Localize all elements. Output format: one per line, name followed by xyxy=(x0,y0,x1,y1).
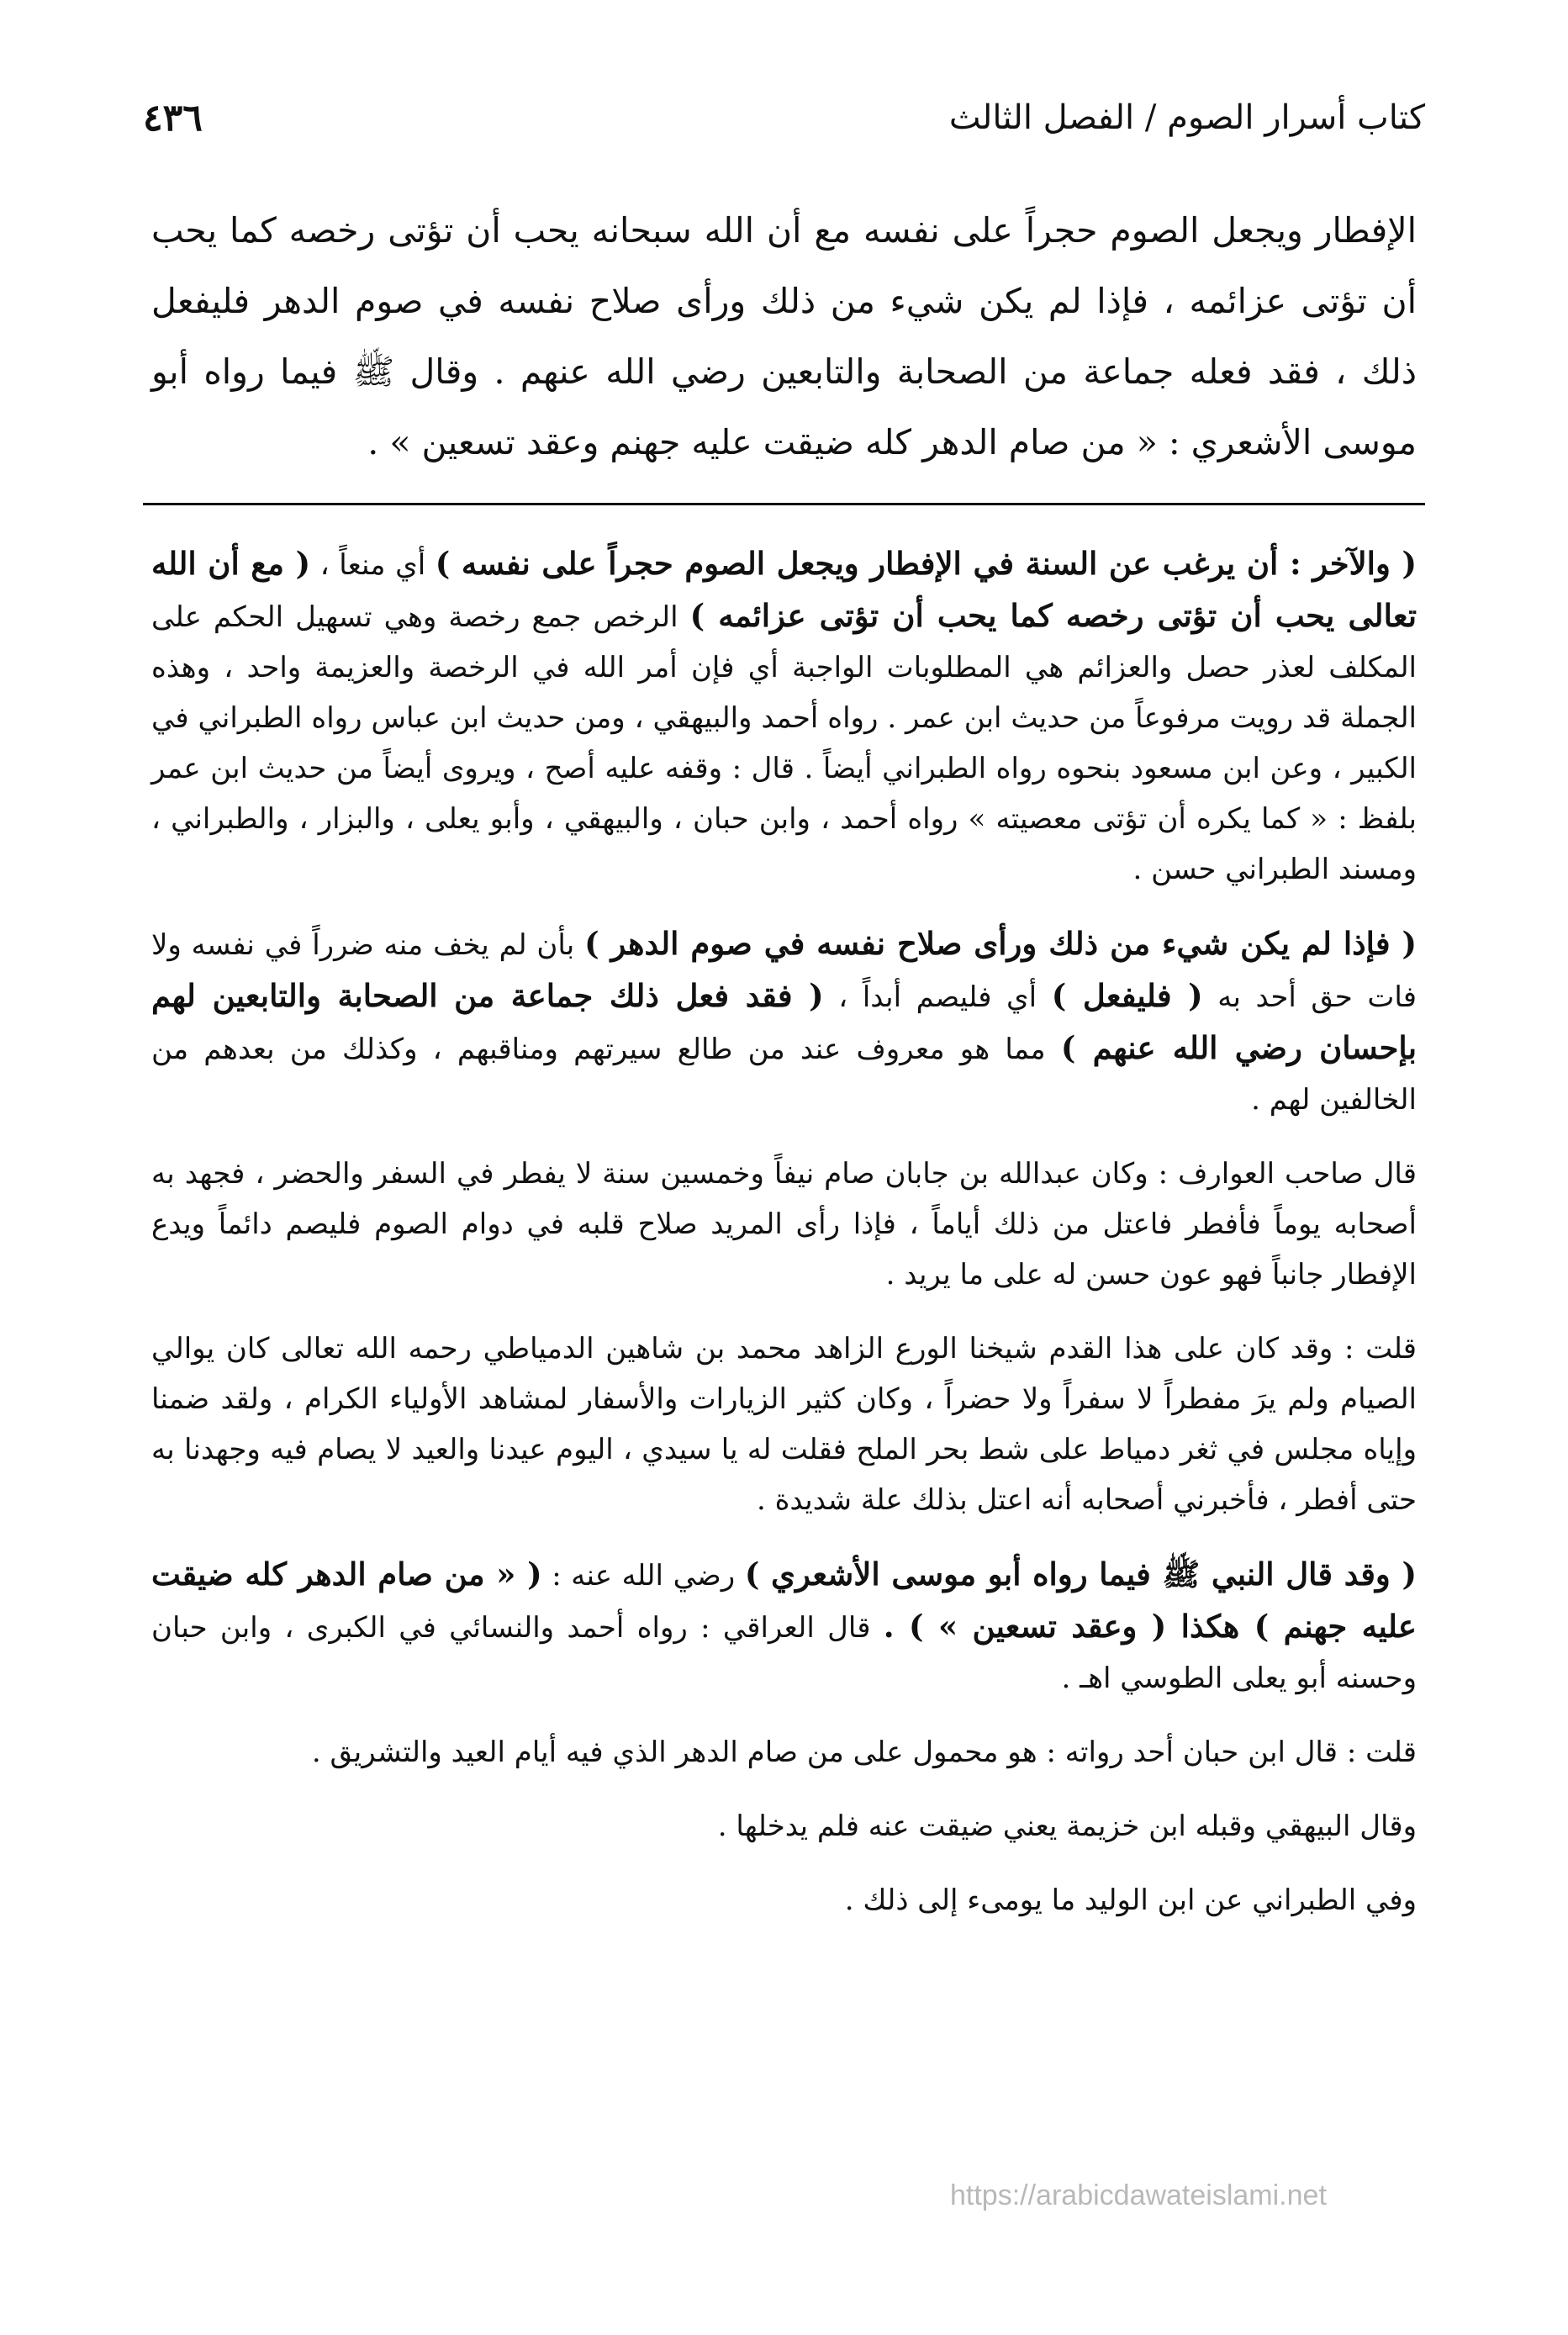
explanation-text: رضي الله عنه : xyxy=(541,1559,745,1593)
running-title: كتاب أسرار الصوم / الفصل الثالث xyxy=(948,98,1425,137)
commentary-paragraph-7 xyxy=(151,1801,1417,1852)
quoted-text: ( مع أن الله تعالى يحب أن تؤتى رخصه كما يحب أن تؤتى عزائمه ) xyxy=(151,545,1418,634)
quoted-text: ( والآخر : أن يرغب عن السنة في الإفطار ويجعل الصوم حجراً على نفسه ) xyxy=(435,545,1418,582)
commentary-paragraph-3 xyxy=(151,1149,1417,1300)
explanation-text: وفي الطبراني عن ابن الوليد ما يومىء إلى ذلك . xyxy=(844,1883,1417,1917)
quoted-text: ( وقد قال النبي ﷺ فيما رواه أبو موسى الأشعري ) xyxy=(744,1556,1417,1593)
quoted-text: ( فليفعل ) xyxy=(1051,977,1203,1014)
commentary-paragraph-6 xyxy=(151,1727,1417,1778)
commentary-block xyxy=(151,538,1417,1949)
main-text-block xyxy=(151,195,1417,478)
explanation-text: قال صاحب العوارف : وكان عبدالله بن جابان صام نيفاً وخمسين سنة لا يفطر في السفر والحضر ، فجهد به أصحابه يوماً فأفطر فاعتل من ذلك أياماً ، فإذا رأى المريد صلاح قلبه في دوام الصوم فليصم دائماً ويدع الإفطار جانباً فهو عون حسن له على ما يريد . xyxy=(151,1157,1417,1292)
explanation-text: وقال البيهقي وقبله ابن خزيمة يعني ضيقت عنه فلم يدخلها . xyxy=(717,1809,1417,1843)
quoted-text: ( فقد فعل ذلك جماعة من الصحابة والتابعين لهم بإحسان رضي الله عنهم ) xyxy=(151,977,1417,1066)
quoted-text: ( « من صام الدهر كله ضيقت عليه جهنم ) هكذا ( وعقد تسعين » ) . xyxy=(151,1556,1418,1645)
page-number: ٤٣٦ xyxy=(143,96,203,140)
explanation-text: بأن لم يخف منه ضرراً في نفسه ولا فات حق أحد به xyxy=(151,928,1418,1014)
commentary-paragraph-5 xyxy=(151,1549,1417,1704)
explanation-text: أي منعاً ، xyxy=(310,548,436,582)
main-paragraph: الإفطار ويجعل الصوم حجراً على نفسه مع أن الله سبحانه يحب أن تؤتى رخصه كما يحب أن تؤتى عزائمه ، فإذا لم يكن شيء من ذلك ورأى صلاح نفسه في صوم الدهر فليفعل ذلك ، فقد فعله جماعة من الصحابة والتابعين رضي الله عنهم . وقال ﷺ فيما رواه أبو موسى الأشعري : « من صام الدهر كله ضيقت عليه جهنم وعقد تسعين » . xyxy=(151,210,1417,462)
explanation-text: الرخص جمع رخصة وهي تسهيل الحكم على المكلف لعذر حصل والعزائم هي المطلوبات الواجبة أي فإن أمر الله في الرخصة والعزيمة واحد ، وهذه الجملة قد رويت مرفوعاً من حديث ابن عمر . رواه أحمد والبيهقي ، ومن حديث ابن عباس رواه الطبراني في الكبير ، وعن ابن مسعود بنحوه رواه الطبراني أيضاً . قال : وقفه عليه أصح ، ويروى أيضاً من حديث ابن عمر بلفظ : « كما يكره أن تؤتى معصيته » رواه أحمد ، وابن حبان ، والبيهقي ، وأبو يعلى ، والبزار ، والطبراني ، ومسند الطبراني حسن . xyxy=(151,600,1417,886)
explanation-text: مما هو معروف عند من طالع سيرتهم ومناقبهم ، وكذلك من بعدهم من الخالفين لهم . xyxy=(151,1033,1417,1117)
commentary-paragraph-2 xyxy=(151,918,1417,1125)
quoted-text: ( فإذا لم يكن شيء من ذلك ورأى صلاح نفسه في صوم الدهر ) xyxy=(584,925,1417,962)
section-divider xyxy=(143,503,1425,505)
watermark-url: https://arabicdawateislami.net xyxy=(950,2179,1327,2211)
commentary-paragraph-1 xyxy=(151,538,1417,895)
explanation-text: قلت : وقد كان على هذا القدم شيخنا الورع الزاهد محمد بن شاهين الدمياطي رحمه الله تعالى كان يوالي الصيام ولم يرَ مفطراً لا سفراً ولا حضراً ، وكان كثير الزيارات والأسفار لمشاهد الأولياء الكرام ، ولقد ضمنا وإياه مجلس في ثغر دمياط على شط بحر الملح فقلت له يا سيدي ، اليوم عيدنا والعيد لا يصام فيه وجهدنا به حتى أفطر ، فأخبرني أصحابه أنه اعتل بذلك علة شديدة . xyxy=(151,1332,1417,1517)
commentary-paragraph-8 xyxy=(151,1875,1417,1926)
explanation-text: قال العراقي : رواه أحمد والنسائي في الكبرى ، وابن حبان وحسنه أبو يعلى الطوسي اهـ . xyxy=(151,1611,1417,1695)
explanation-text: أي فليصم أبداً ، xyxy=(823,980,1052,1014)
commentary-paragraph-4 xyxy=(151,1323,1417,1525)
page-header xyxy=(143,84,1425,151)
explanation-text: قلت : قال ابن حبان أحد رواته : هو محمول على من صام الدهر الذي فيه أيام العيد والتشريق . xyxy=(311,1735,1417,1769)
